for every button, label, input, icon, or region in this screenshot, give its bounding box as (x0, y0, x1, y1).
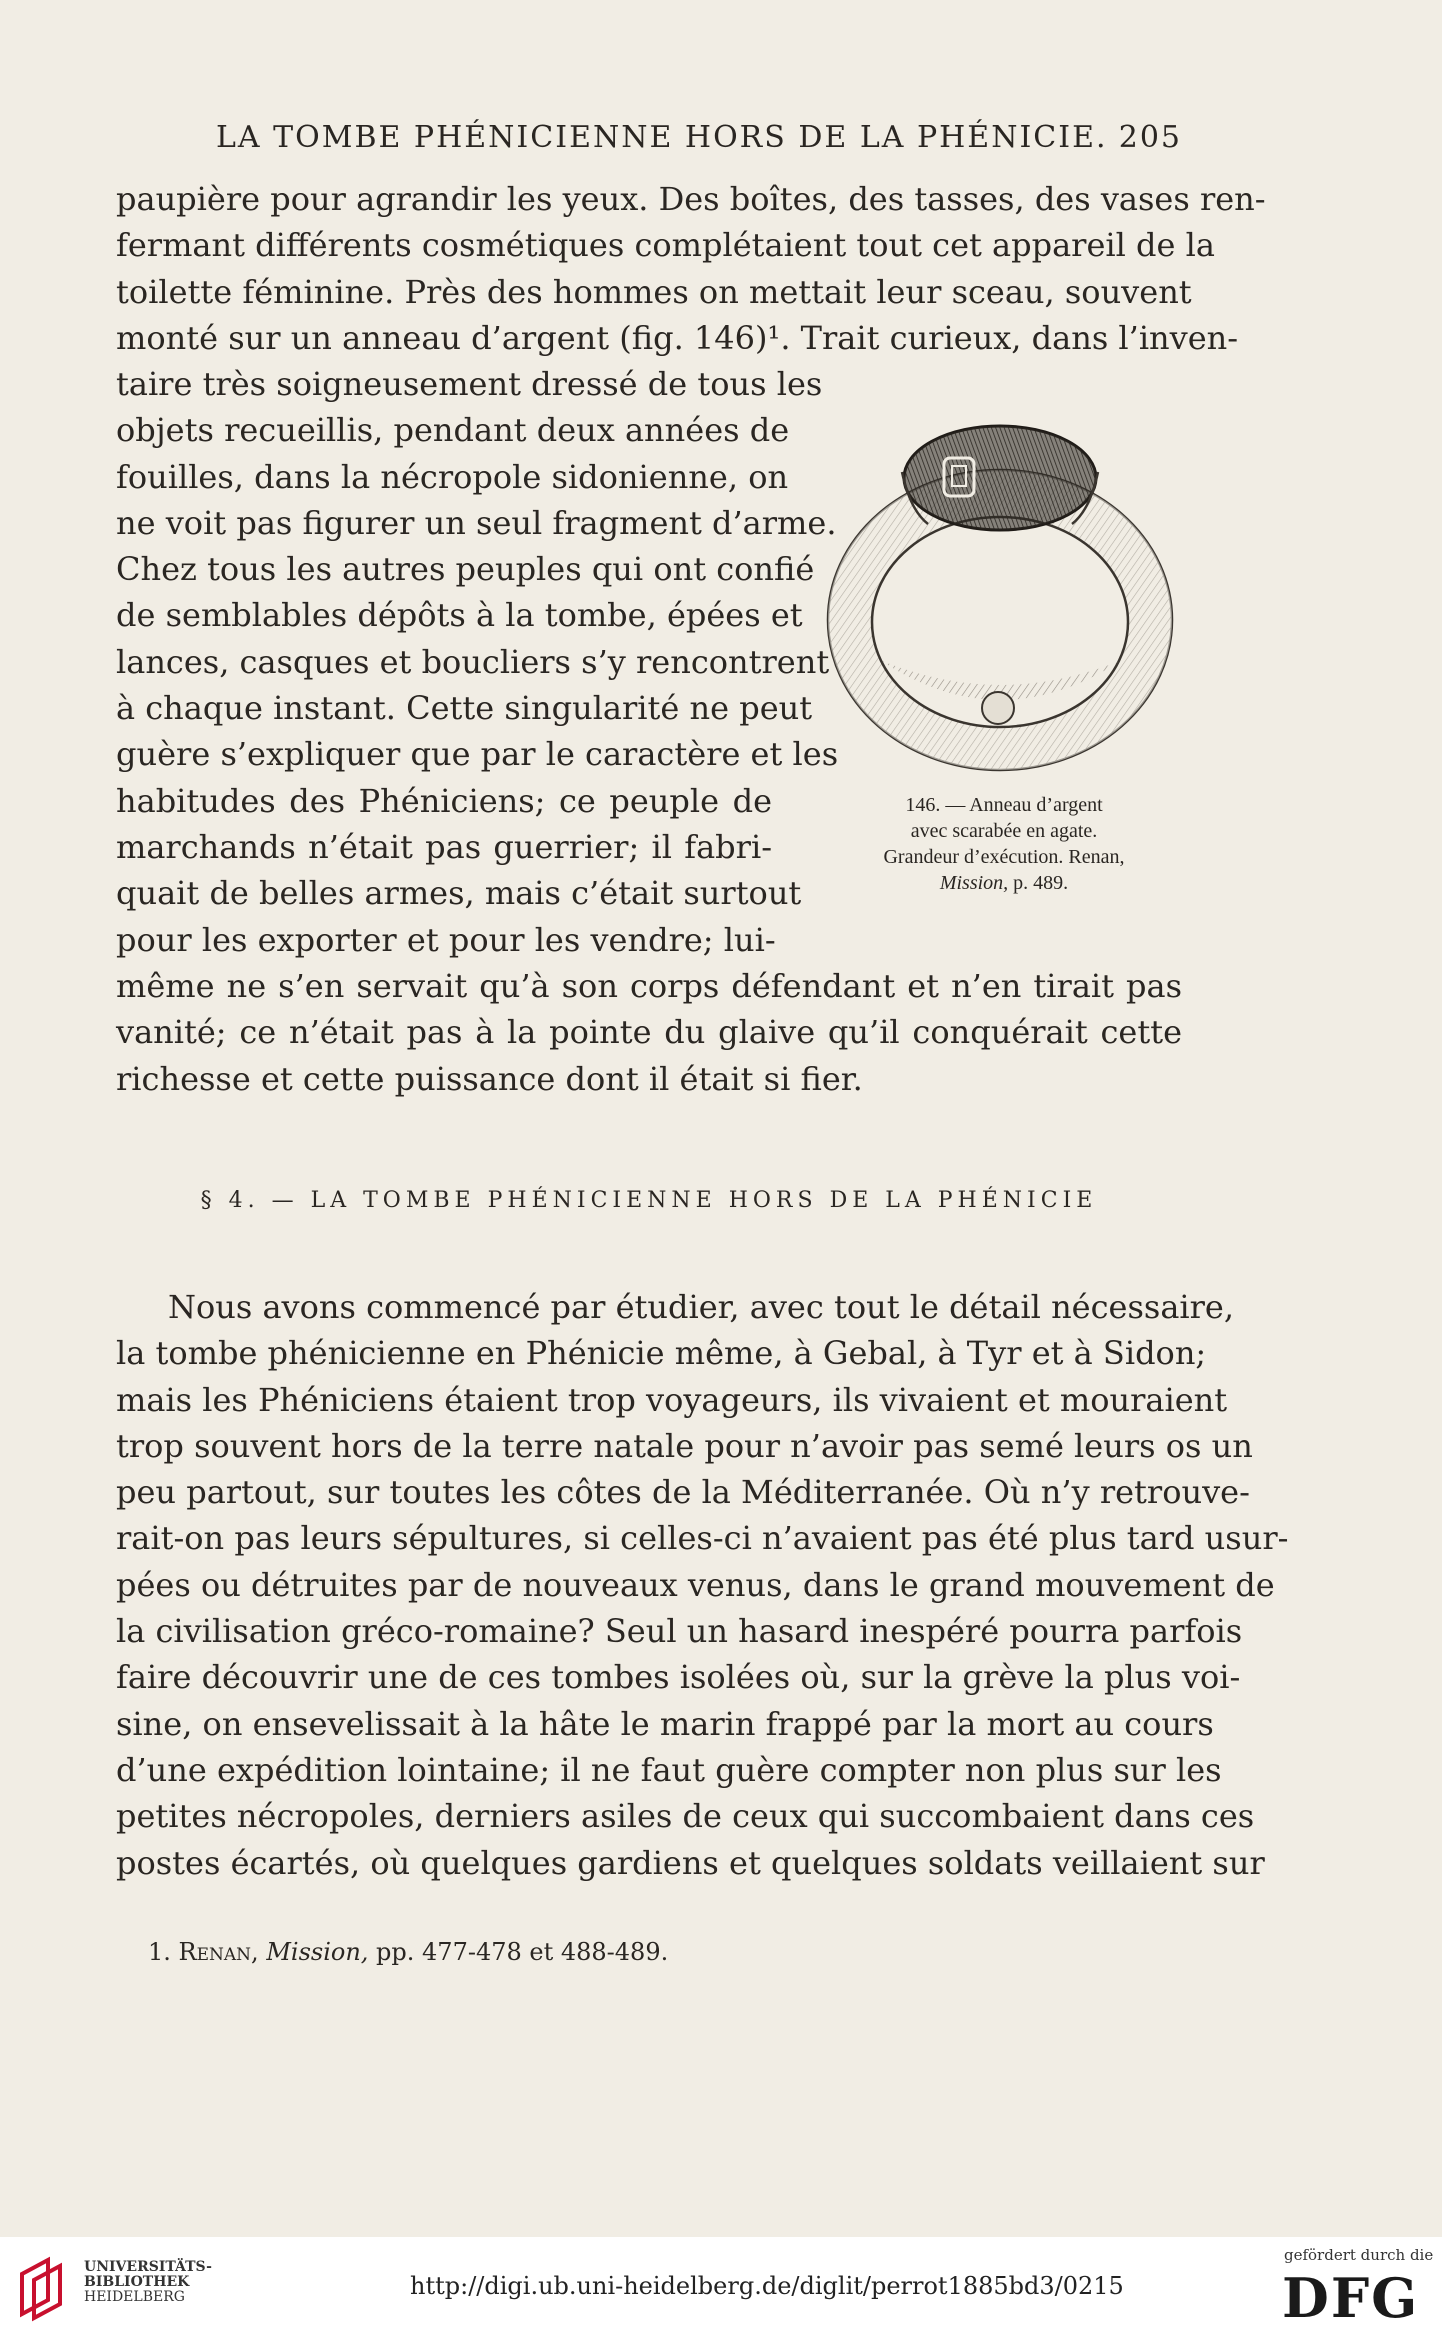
text-line: richesse et cette puissance dont il était si fier. (116, 1059, 863, 1098)
text-line: de semblables dépôts à la tombe, épées et (116, 596, 803, 635)
footnote-number: 1. (148, 1938, 171, 1966)
text-line: faire découvrir une de ces tombes isolées où, sur la grève la plus voi- (116, 1658, 1241, 1697)
library-name-line: HEIDELBERG (84, 2289, 185, 2305)
footnote (148, 1936, 668, 1968)
text-line: la civilisation gréco-romaine? Seul un hasard inespéré pourra parfois (116, 1612, 1243, 1651)
text-line: toilette féminine. Près des hommes on mettait leur sceau, souvent (116, 272, 1192, 311)
text-line: fermant différents cosmétiques complétaient tout cet appareil de la (116, 226, 1215, 265)
silver-ring-scarab-drawing (810, 410, 1186, 790)
caption-line: Grandeur d’exécution. Renan, (883, 846, 1125, 868)
text-line: d’une expédition lointaine; il ne faut guère compter non plus sur les (116, 1750, 1222, 1789)
caption-work-title: Mission, (939, 872, 1009, 894)
text-line: ne voit pas figurer un seul fragment d’arme. (116, 503, 837, 542)
text-line: peu partout, sur toutes les côtes de la Méditerranée. Où n’y retrouve- (116, 1473, 1250, 1512)
text-line: monté sur un anneau d’argent (fig. 146)¹. Trait curieux, dans l’inven- (116, 318, 1239, 357)
text-line: paupière pour agrandir les yeux. Des boîtes, des tasses, des vases ren- (116, 180, 1266, 218)
paragraph-1-full-lines (116, 176, 1266, 361)
text-line: la tombe phénicienne en Phénicie même, à Gebal, à Tyr et à Sidon; (116, 1334, 1207, 1373)
text-line: vanité; ce n’était pas à la pointe du glaive qu’il conquérait cette (116, 1013, 1182, 1052)
caption-page-ref: p. 489. (1008, 872, 1069, 894)
caption-line: 146. — Anneau d’argent (905, 794, 1103, 816)
text-line: sine, on ensevelissait à la hâte le marin frappé par la mort au cours (116, 1704, 1214, 1743)
paragraph-1-tail-lines (116, 963, 1182, 1102)
text-line: objets recueillis, pendant deux années de (116, 411, 790, 450)
caption-line: avec scarabée en agate. (910, 820, 1098, 842)
text-line: habitudes des Phéniciens; ce peuple de (116, 781, 772, 820)
text-line: taire très soigneusement dressé de tous les (116, 365, 823, 403)
text-line: guère s’expliquer que par le caractère et les (116, 735, 839, 774)
text-line: petites nécropoles, derniers asiles de ceux qui succombaient dans ces (116, 1797, 1255, 1836)
section-heading: § 4. — LA TOMBE PHÉNICIENNE HORS DE LA PHÉNICIE (200, 1188, 1098, 1213)
text-line: Nous avons commencé par étudier, avec tout le détail nécessaire, (168, 1288, 1235, 1326)
paragraph-2 (116, 1284, 1289, 1886)
figure-146-ring-illustration (810, 410, 1186, 790)
text-line: rait-on pas leurs sépultures, si celles-ci n’avaient pas été plus tard usur- (116, 1519, 1289, 1558)
running-title: LA TOMBE PHÉNICIENNE HORS DE LA PHÉNICIE. (216, 120, 1108, 155)
text-line: postes écartés, où quelques gardiens et quelques soldats veillaient sur (116, 1843, 1265, 1882)
text-line: lances, casques et boucliers s’y rencontrent (116, 642, 830, 681)
university-library-logo-icon (14, 2252, 80, 2322)
text-line: pour les exporter et pour les vendre; lui- (116, 920, 776, 959)
text-line: pées ou détruites par de nouveaux venus, dans le grand mouvement de (116, 1565, 1275, 1604)
dfg-logo: DFG (1282, 2266, 1420, 2330)
footnote-author: Renan, (178, 1938, 259, 1966)
library-name (84, 2260, 212, 2305)
library-name-line: UNIVERSITÄTS- (84, 2259, 212, 2275)
footnote-pages: pp. 477-478 et 488-489. (368, 1938, 669, 1966)
text-line: fouilles, dans la nécropole sidonienne, on (116, 457, 789, 496)
text-line: même ne s’en servait qu’à son corps défendant et n’en tirait pas (116, 967, 1182, 1005)
text-line: mais les Phéniciens étaient trop voyageurs, ils vivaient et mouraient (116, 1380, 1228, 1419)
page-number: 205 (1118, 120, 1182, 155)
caption-line (818, 870, 1190, 896)
funded-by-label: gefördert durch die (1284, 2246, 1434, 2264)
permalink-url[interactable]: http://digi.ub.uni-heidelberg.de/diglit/perrot1885bd3/0215 (410, 2272, 1124, 2300)
figure-caption (818, 792, 1190, 896)
text-line: quait de belles armes, mais c’était surtout (116, 874, 802, 913)
text-line: trop souvent hors de la terre natale pour n’avoir pas semé leurs os un (116, 1426, 1253, 1465)
text-line: marchands n’était pas guerrier; il fabri- (116, 827, 772, 866)
footnote-work: Mission, (266, 1938, 369, 1966)
text-line: à chaque instant. Cette singularité ne peut (116, 689, 813, 728)
library-name-line: BIBLIOTHEK (84, 2274, 190, 2290)
text-line: Chez tous les autres peuples qui ont confié (116, 550, 815, 589)
